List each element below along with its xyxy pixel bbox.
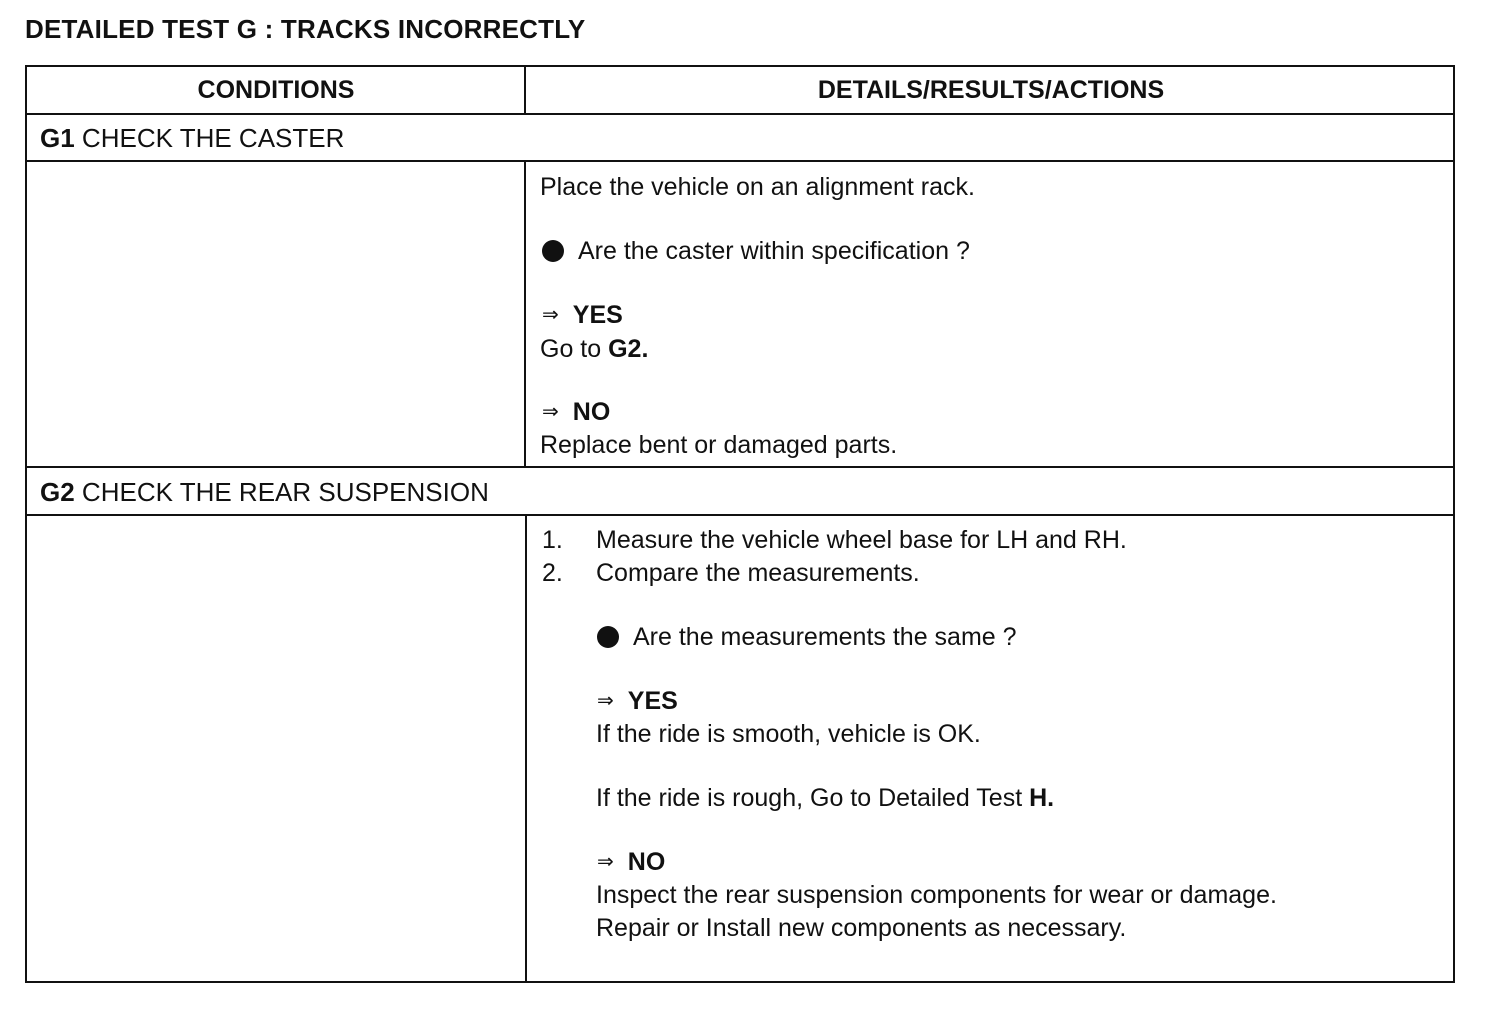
g1-id: G1 — [40, 123, 75, 153]
g1-instruction: Place the vehicle on an alignment rack. — [540, 173, 975, 201]
g1-column-divider — [524, 160, 526, 466]
g1-question-line — [542, 237, 970, 266]
g1-section-title — [40, 123, 344, 154]
g1-title-divider — [27, 160, 1453, 162]
g1-no-label: NO — [572, 398, 611, 426]
g2-question: Are the measurements the same ? — [633, 623, 1017, 651]
g2-no-line — [597, 848, 665, 877]
details-header: DETAILS/RESULTS/ACTIONS — [817, 76, 1165, 104]
g2-yes-action-2 — [596, 784, 1054, 813]
g2-step-1 — [542, 526, 1127, 555]
g2-section-title — [40, 477, 489, 508]
g2-column-divider — [525, 514, 527, 983]
step-number: 1. — [542, 526, 563, 554]
test-table — [25, 65, 1455, 983]
arrow-right-icon: ⇒ — [597, 851, 614, 873]
g1-yes-action-prefix: Go to — [540, 335, 602, 363]
header-divider — [27, 113, 1453, 115]
bullet-icon — [542, 240, 564, 262]
g1-no-action: Replace bent or damaged parts. — [540, 431, 898, 459]
step-text: Measure the vehicle wheel base for LH and RH. — [596, 526, 1127, 554]
g2-yes-label: YES — [627, 687, 678, 715]
g1-body-divider — [27, 466, 1453, 468]
g1-question: Are the caster within specification ? — [578, 237, 970, 265]
header-column-divider — [524, 67, 526, 113]
g2-step-2 — [542, 559, 920, 588]
g1-yes-line — [542, 301, 623, 330]
g1-yes-action — [540, 335, 648, 364]
g2-no-action-2: Repair or Install new components as necessary. — [596, 914, 1127, 942]
g1-title: CHECK THE CASTER — [81, 123, 345, 153]
step-number: 2. — [542, 559, 563, 587]
g2-no-label: NO — [627, 848, 666, 876]
arrow-right-icon: ⇒ — [597, 690, 614, 712]
g1-no-line — [542, 398, 610, 427]
bullet-icon — [597, 626, 619, 648]
g2-title-divider — [27, 514, 1453, 516]
g2-yes-action-1: If the ride is smooth, vehicle is OK. — [596, 720, 981, 748]
g2-yes-action-2-prefix: If the ride is rough, Go to Detailed Test — [596, 784, 1023, 812]
arrow-right-icon: ⇒ — [542, 401, 559, 423]
g2-question-line — [597, 623, 1017, 652]
g2-title: CHECK THE REAR SUSPENSION — [81, 477, 489, 507]
g2-no-action-1: Inspect the rear suspension components for wear or damage. — [596, 881, 1277, 909]
g2-id: G2 — [40, 477, 75, 507]
step-text: Compare the measurements. — [596, 559, 920, 587]
g2-yes-action-2-target: H. — [1029, 784, 1055, 812]
g1-yes-label: YES — [572, 301, 623, 329]
g1-yes-action-target: G2. — [608, 335, 649, 363]
arrow-right-icon: ⇒ — [542, 304, 559, 326]
document-title: DETAILED TEST G : TRACKS INCORRECTLY — [25, 14, 586, 44]
g2-yes-line — [597, 687, 678, 716]
conditions-header: CONDITIONS — [197, 76, 355, 104]
